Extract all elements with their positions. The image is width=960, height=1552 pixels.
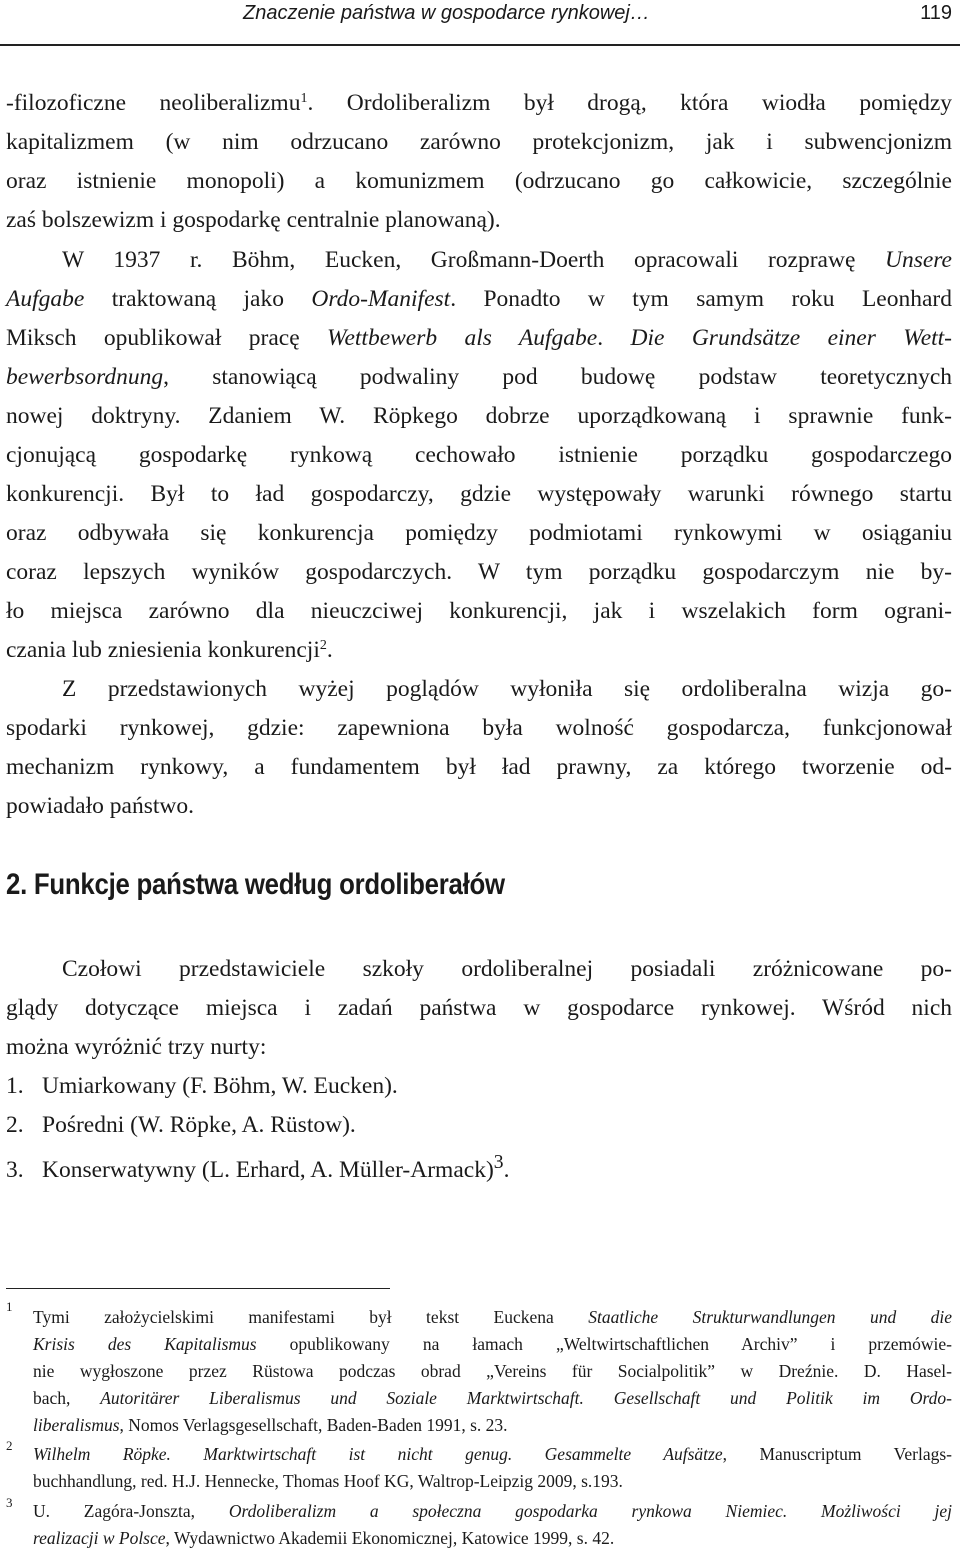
footnote-2-line: buchhandlung, red. H.J. Hennecke, Thomas Hoof KG, Waltrop-Leipzig 2009, s.193. [33,1471,623,1491]
footnote-3-line: U. Zagóra-Jonszta, Ordoliberalizm a społeczna gospodarka rynkowa Niemiec. Możliwości jej [33,1501,952,1521]
section-heading: 2. Funkcje państwa według ordoliberałów [6,868,505,901]
footnote-ref-1[interactable]: 1 [300,91,308,106]
footnote-ref-3[interactable]: 3 [493,1152,504,1173]
text-line: powiadało państwo. [6,793,194,819]
footnote-mark-2: 2 [6,1438,13,1453]
text-line: można wyróżnić trzy nurty: [6,1034,267,1060]
text-line: nowej doktryny. Zdaniem W. Röpkego dobrze uporządkowaną i sprawnie funk- [6,403,952,429]
footnote-ref-2[interactable]: 2 [319,638,327,653]
footnote-1-line: Krisis des Kapitalismus opublikowany na łamach „Weltwirtschaftlichen Archiv” i przemówie- [33,1334,953,1354]
footnote-separator [6,1288,390,1289]
footnote-2-line: Wilhelm Röpke. Marktwirtschaft ist nicht genug. Gesammelte Aufsätze, Manuscriptum Verlags- [33,1444,952,1464]
running-header [0,0,960,46]
page-number: 119 [920,2,952,24]
list-item: 3. Konserwatywny (L. Erhard, A. Müller-Armack)$^3$. [6,1152,510,1183]
text-line: kapitalizmem (w nim odrzucano zarówno protekcjonizm, jak i subwencjonizm [6,129,952,155]
text-line: Czołowi przedstawiciele szkoły ordoliberalnej posiadali zróżnicowane po- [62,956,952,982]
footnote-1-line: Tymi założycielskimi manifestami był tekst Euckena Staatliche Strukturwandlungen und die [33,1307,952,1327]
text-line: Miksch opublikował pracę Wettbewerb als Aufgabe. Die Grundsätze einer Wett- [6,325,953,351]
text-line: coraz lepszych wyników gospodarczych. W tym porządku gospodarczym nie by- [6,559,952,585]
text-line: oraz odbywała się konkurencja pomiędzy podmiotami rynkowymi w osiąganiu [6,520,952,546]
text-line: glądy dotyczące miejsca i zadań państwa w gospodarce rynkowej. Wśród nich [6,995,952,1021]
footnote-1-line: nie wygłoszone przez Rüstowa podczas obrad „Vereins für Socialpolitik” w Dreźnie. D. Hasel- [33,1361,952,1381]
text-line: bewerbsordnung, stanowiącą podwaliny pod budowę podstaw teoretycznych [6,364,952,390]
text-line: ło miejsca zarówno dla nieuczciwej konkurencji, jak i wszelakich form ograni- [6,598,952,624]
list-item: 1. Umiarkowany (F. Böhm, W. Eucken). [6,1073,398,1099]
text-line: Aufgabe traktowaną jako Ordo-Manifest. Ponadto w tym samym roku Leonhard [6,286,952,312]
text-line: czania lub zniesienia konkurencji$^2$. [6,637,333,663]
text-line: -filozoficzne neoliberalizmu$^1$. Ordoliberalizm był drogą, która wiodła pomiędzy [6,90,952,116]
footnote-1-line: bach, Autoritärer Liberalismus und Soziale Marktwirtschaft. Gesellschaft und Politik im Ordo- [33,1388,952,1408]
text-line: konkurencji. Był to ład gospodarczy, gdzie występowały warunki równego startu [6,481,952,507]
running-title: Znaczenie państwa w gospodarce rynkowej… [243,2,650,24]
footnote-mark-1: 1 [6,1299,13,1314]
list-item: 2. Pośredni (W. Röpke, A. Rüstow). [6,1112,356,1138]
text-line: oraz istnienie monopoli) a komunizmem (odrzucano go całkowicie, szczególnie [6,168,952,194]
text-line: Z przedstawionych wyżej poglądów wyłoniła się ordoliberalna wizja go- [62,676,952,702]
text-line: mechanizm rynkowy, a fundamentem był ład prawny, za którego tworzenie od- [6,754,952,780]
footnote-1-line: liberalismus, Nomos Verlagsgesellschaft, Baden-Baden 1991, s. 23. [33,1415,508,1435]
footnote-mark-3: 3 [6,1495,13,1510]
text-line: spodarki rynkowej, gdzie: zapewniona była wolność gospodarcza, funkcjonował [6,715,952,741]
text-line: cjonującą gospodarkę rynkową cechowało istnienie porządku gospodarczego [6,442,952,468]
footnote-3-line: realizacji w Polsce, Wydawnictwo Akademii Ekonomicznej, Katowice 1999, s. 42. [33,1528,615,1548]
text-line: zaś bolszewizm i gospodarkę centralnie planowaną). [6,207,501,233]
text-line: W 1937 r. Böhm, Eucken, Großmann-Doerth opracowali rozprawę Unsere [62,247,952,273]
